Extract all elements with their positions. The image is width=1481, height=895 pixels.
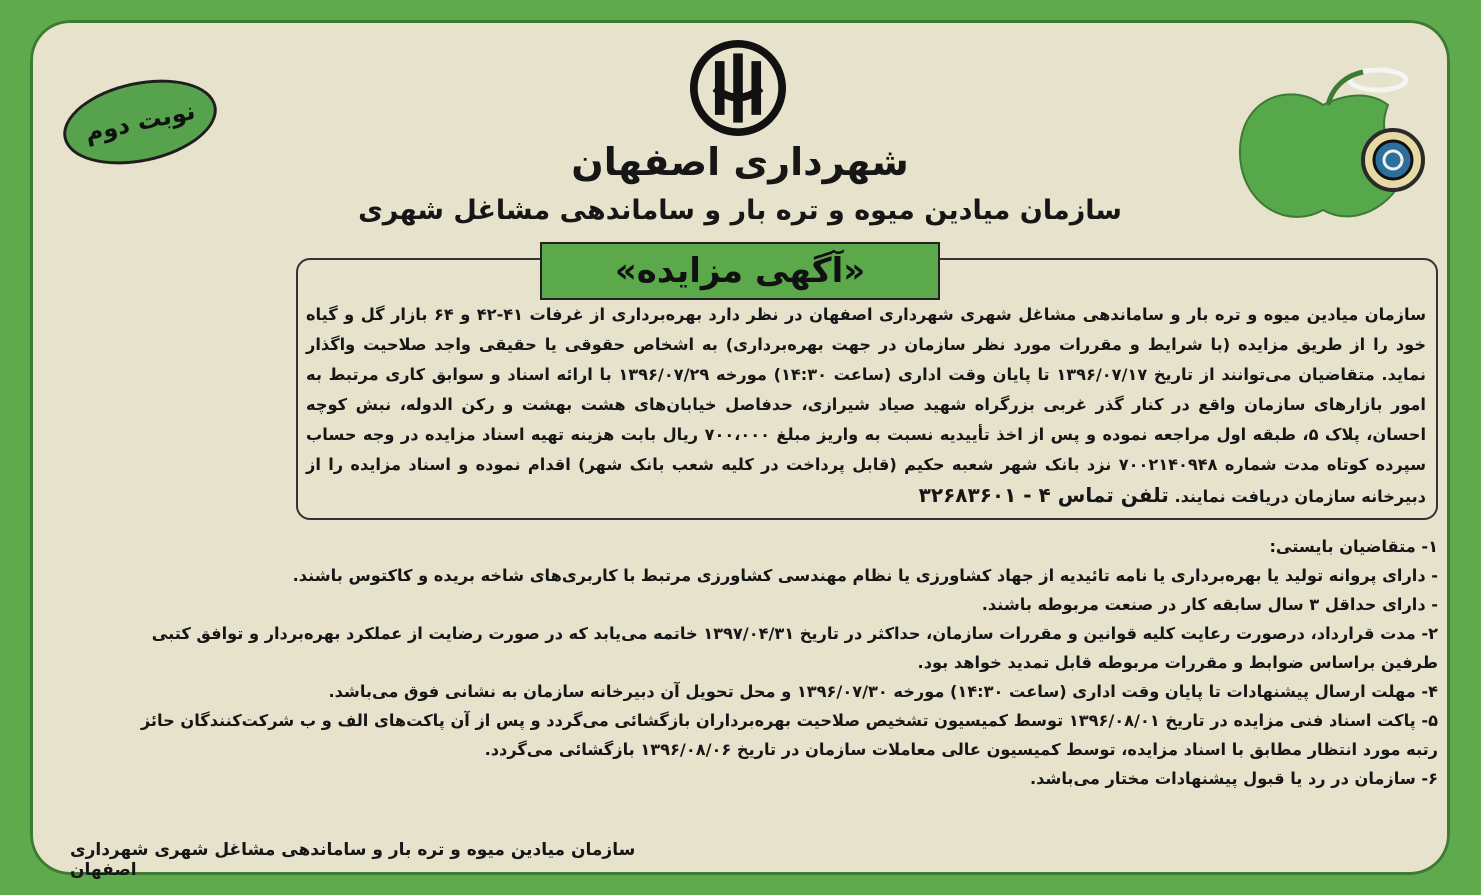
org-subtitle: سازمان میادین میوه و تره بار و ساماندهی مشاغل شهری	[358, 195, 1122, 226]
municipality-logo-icon	[690, 40, 786, 136]
condition-item: ۶- سازمان در رد یا قبول پیشنهادات مختار می‌باشد.	[1029, 769, 1438, 788]
condition-item: - دارای حداقل ۳ سال سابقه کار در صنعت مربوطه باشند.	[981, 595, 1438, 614]
footer-signature: سازمان میادین میوه و تره بار و ساماندهی مشاغل شهری شهرداری اصفهان	[70, 840, 636, 880]
intro-text: سازمان میادین میوه و تره بار و ساماندهی مشاغل شهری شهرداری اصفهان در نظر دارد بهره‌برداری از غرفات ۴۱-۴۲ و ۶۴ بازار گل و گیاه خود را از طریق مزایده (با شرایط و مقررات مورد نظر سازمان در جهت بهره‌برداری) به اشخاص حقوقی یا حقیقی واجد صلاحیت واگذار نماید. متقاضیان می‌توانند از تاریخ ۱۳۹۶/۰۷/۱۷ تا پایان وقت اداری (ساعت ۱۴:۳۰) مورخه ۱۳۹۶/۰۷/۲۹ با ارائه اسناد و سوابق کاری مرتبط به امور بازارهای سازمان واقع در کنار گذر غربی بزرگراه شهید صیاد شیرازی، حدفاصل خیابان‌های هشت بهشت و رکن الدوله، نبش کوچه احسان، پلاک ۵، طبقه اول مراجعه نموده و پس از اخذ تأییدیه نسبت به واریز مبلغ ۷۰۰،۰۰۰ ریال بابت هزینه تهیه اسناد مزایده در وجه حساب سپرده کوتاه مدت شماره ۷۰۰۲۱۴۰۹۴۸ نزد بانک شهر شعبه حکیم (قابل پرداخت در کلیه شعب بانک شهر) اقدام نموده و اسناد مزایده را از دبیرخانه سازمان دریافت نمایند.	[306, 305, 1427, 506]
condition-item: ۱- متقاضیان بایستی:	[1269, 537, 1438, 556]
conditions-list	[120, 532, 1438, 793]
org-title: شهرداری اصفهان	[571, 140, 909, 184]
round-badge-label: نوبت دوم	[82, 96, 198, 148]
notice-title: «آگهی مزایده»	[614, 251, 866, 291]
condition-item: ۵- پاکت اسناد فنی مزایده در تاریخ ۱۳۹۶/۰۸/۰۱ توسط کمیسیون تشخیص صلاحیت بهره‌برداران بازگشائی می‌گردد و پس از آن پاکت‌های الف و ب شرکت‌کنندگان حائز رتبه مورد انتظار مطابق با اسناد مزایده، توسط کمیسیون عالی معاملات سازمان در تاریخ ۱۳۹۶/۰۸/۰۶ بازگشائی می‌گردد.	[140, 711, 1438, 759]
intro-paragraph	[306, 300, 1426, 512]
condition-item: ۲- مدت قرارداد، درصورت رعایت کلیه قوانین و مقررات سازمان، حداکثر در تاریخ ۱۳۹۷/۰۴/۳۱ خاتمه می‌یابد که در صورت رضایت از عملکرد بهره‌بردار و توافق کتبی طرفین براساس ضوابط و مقررات مربوطه قابل تمدید خواهد بود.	[151, 624, 1438, 672]
condition-item: ۴- مهلت ارسال پیشنهادات تا پایان وقت اداری (ساعت ۱۴:۳۰) مورخه ۱۳۹۶/۰۷/۳۰ و محل تحویل آن دبیرخانه سازمان به نشانی فوق می‌باشد.	[328, 682, 1438, 701]
condition-item: - دارای پروانه تولید یا بهره‌برداری یا نامه تائیدیه از جهاد کشاورزی یا نظام مهندسی کشاورزی مرتبط با کاربری‌های شاخه بریده و کاکتوس باشند.	[292, 566, 1438, 585]
apple-emblem-icon	[1228, 60, 1428, 230]
contact-phone: تلفن تماس ۴ - ۳۲۶۸۳۶۰۱	[918, 483, 1169, 507]
notice-title-banner	[540, 242, 940, 300]
